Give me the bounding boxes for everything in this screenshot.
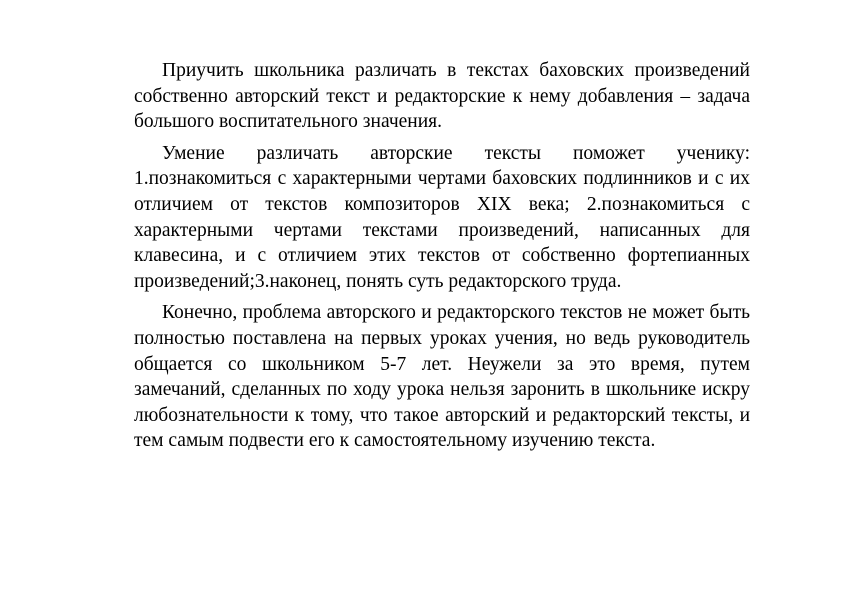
paragraph-3: Конечно, проблема авторского и редакторского текстов не может быть полностью поставлена на первых уроках учения, но ведь руководитель общается со школьником 5-7 лет. Неужели за это время, путем замечаний, сделанных по ходу урока нельзя заронить в школьнике искру любознательности к тому, что такое авторский и редакторский тексты, и тем самым подвести его к самостоятельному изучению текста. <box>134 302 750 452</box>
paragraph-2: Умение различать авторские тексты поможет ученику: 1.познакомиться с характерными чертами баховских подлинников и с их отличием от текстов композиторов XIX века; 2.познакомиться с характерными чертами текстами произведений, написанных для клавесина, и с отличием этих текстов от собственно фортепианных произведений;3.наконец, понять суть редакторского труда. <box>134 142 750 292</box>
paragraph-1: Приучить школьника различать в текстах баховских произведений собственно авторский текст и редакторские к нему добавления – задача большого воспитательного значения. <box>134 60 750 133</box>
document-body <box>134 58 750 460</box>
